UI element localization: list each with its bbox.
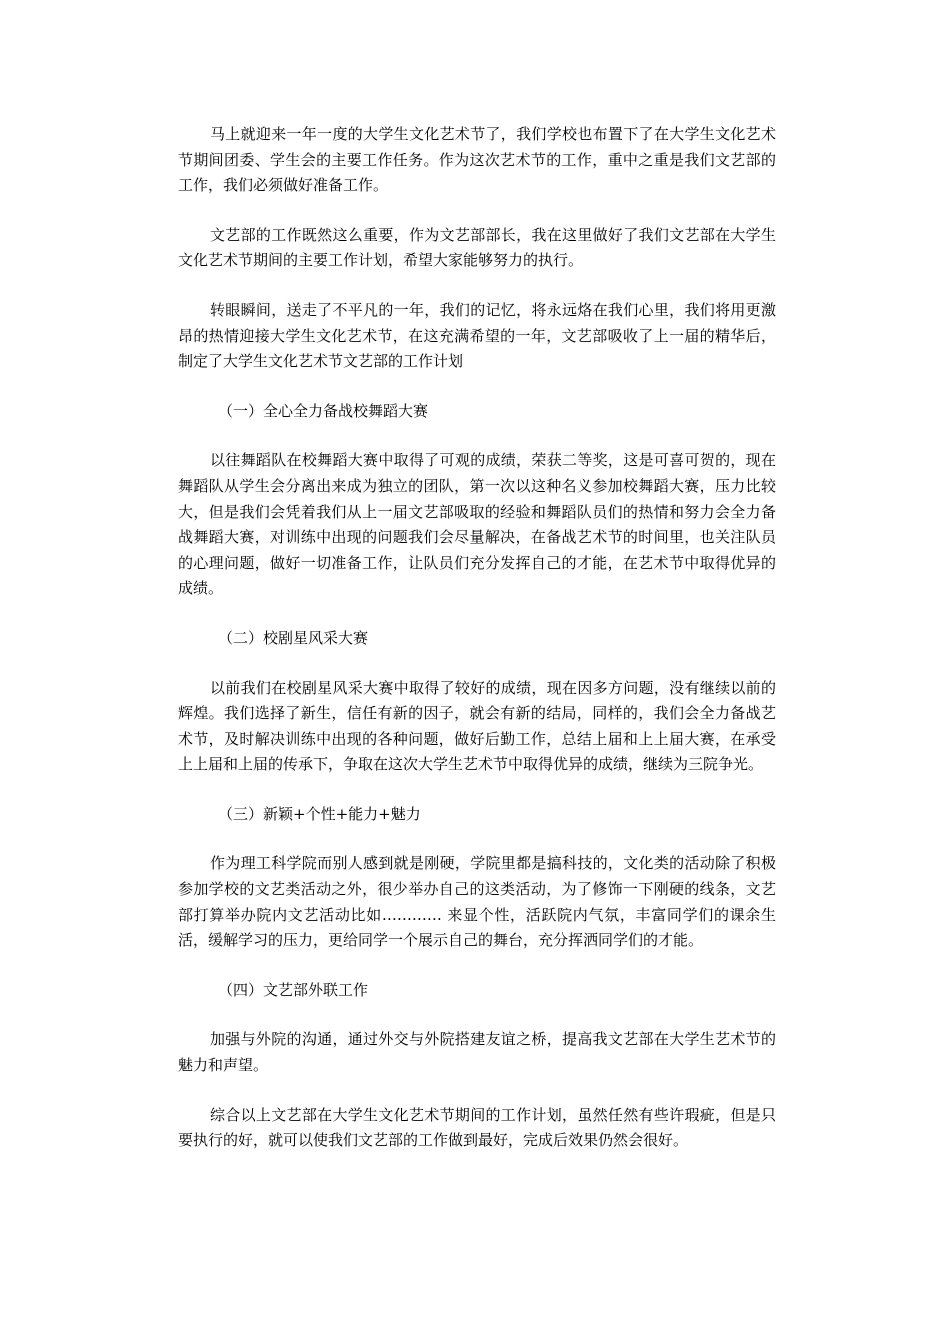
section-heading-1: （一）全心全力备战校舞蹈大赛 xyxy=(218,401,429,420)
section-heading-4: （四）文艺部外联工作 xyxy=(218,980,369,999)
intro-paragraph-2: 文艺部的工作既然这么重要，作为文艺部部长，我在这里做好了我们文艺部在大学生文化艺术节期间的主要工作计划，希望大家能够努力的执行。 xyxy=(178,225,776,270)
section-heading-2: （二）校剧星风采大赛 xyxy=(218,628,369,647)
conclusion-paragraph: 综合以上文艺部在大学生文化艺术节期间的工作计划，虽然任然有些许瑕疵，但是只要执行的好，就可以使我们文艺部的工作做到最好，完成后效果仍然会很好。 xyxy=(178,1105,776,1150)
section-heading-3: （三）新颖+个性+能力+魅力 xyxy=(218,804,421,823)
section-body-2: 以前我们在校剧星风采大赛中取得了较好的成绩，现在因多方问题，没有继续以前的辉煌。我们选择了新生，信任有新的因子，就会有新的结局，同样的，我们会全力备战艺术节，及时解决训练中出现的各种问题，做好后勤工作，总结上届和上上届大赛，在承受上上届和上届的传承下，争取在这次大学生艺术节中取得优异的成绩，继续为三院争光。 xyxy=(178,678,776,774)
intro-paragraph-3: 转眼瞬间，送走了不平凡的一年，我们的记忆，将永远烙在我们心里，我们将用更激昂的热情迎接大学生文化艺术节，在这充满希望的一年，文艺部吸收了上一届的精华后，制定了大学生文化艺术节文艺部的工作计划 xyxy=(178,300,776,371)
document-page xyxy=(178,122,776,1154)
section-body-1: 以往舞蹈队在校舞蹈大赛中取得了可观的成绩，荣获二等奖，这是可喜可贺的，现在舞蹈队从学生会分离出来成为独立的团队，第一次以这种名义参加校舞蹈大赛，压力比较大，但是我们会凭着我们从上一届文艺部吸取的经验和舞蹈队员们的热情和努力会全力备战舞蹈大赛，对训练中出现的问题我们会尽量解决，在备战艺术节的时间里，也关注队员的心理问题，做好一切准备工作，让队员们充分发挥自己的才能，在艺术节中取得优异的成绩。 xyxy=(178,451,776,598)
section-body-4: 加强与外院的沟通，通过外交与外院搭建友谊之桥，提高我文艺部在大学生艺术节的魅力和声望。 xyxy=(178,1030,776,1075)
section-body-3: 作为理工科学院而别人感到就是刚硬，学院里都是搞科技的，文化类的活动除了积极参加学校的文艺类活动之外，很少举办自己的这类活动，为了修饰一下刚硬的线条，文艺部打算举办院内文艺活动比如………… 来显个性，活跃院内气氛，丰富同学们的课余生活，缓解学习的压力，更给同学一个展示自己的舞台，充分挥洒同学们的才能。 xyxy=(178,854,776,950)
intro-paragraph-1: 马上就迎来一年一度的大学生文化艺术节了，我们学校也布置下了在大学生文化艺术节期间团委、学生会的主要工作任务。作为这次艺术节的工作，重中之重是我们文艺部的工作，我们必须做好准备工作。 xyxy=(178,125,776,195)
